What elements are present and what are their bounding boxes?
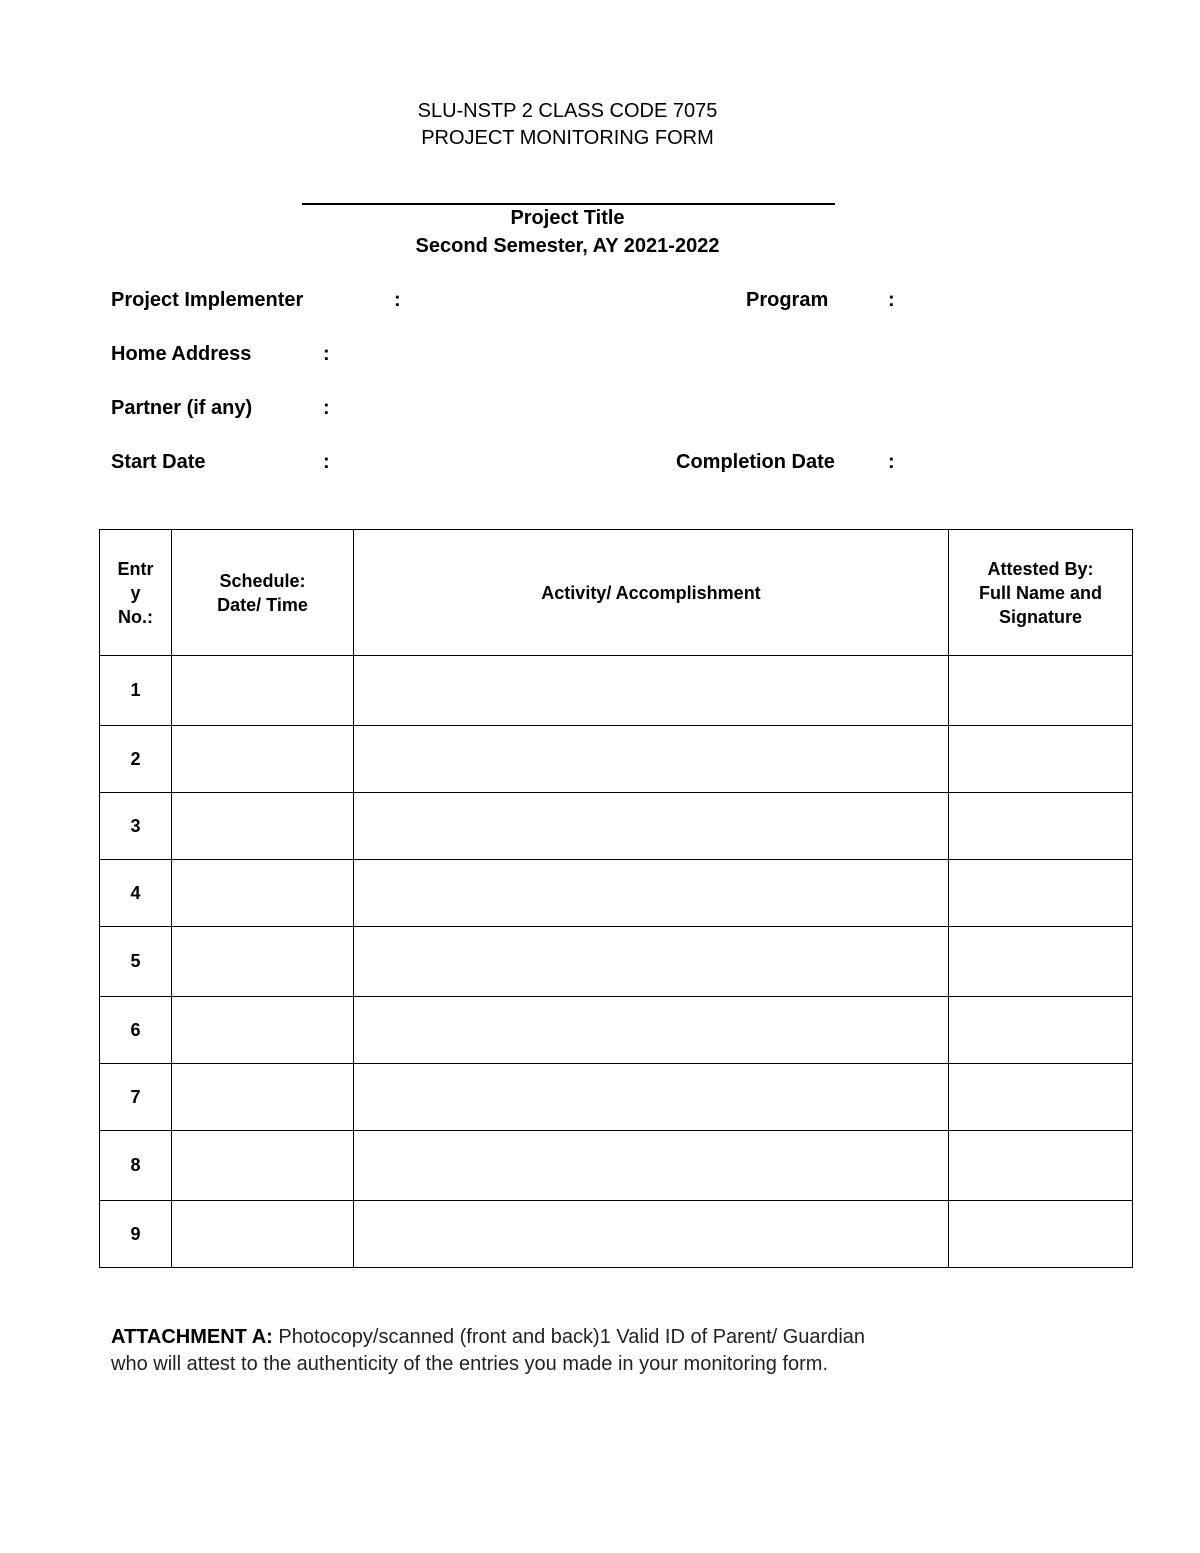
activity-cell[interactable] bbox=[354, 726, 949, 793]
schedule-cell[interactable] bbox=[172, 1131, 354, 1201]
table-header-row bbox=[100, 530, 1133, 656]
attested-by-cell[interactable] bbox=[949, 860, 1133, 927]
project-implementer-label: Project Implementer bbox=[111, 289, 304, 311]
attachment-text-line2: who will attest to the authenticity of the entries you made in your monitoring form. bbox=[111, 1353, 829, 1375]
activity-cell[interactable] bbox=[354, 1064, 949, 1131]
project-title-blank-line bbox=[302, 203, 835, 205]
schedule-cell[interactable] bbox=[172, 1064, 354, 1131]
activity-cell[interactable] bbox=[354, 997, 949, 1064]
table-row bbox=[100, 1131, 1133, 1201]
schedule-cell[interactable] bbox=[172, 793, 354, 860]
form-title-heading: PROJECT MONITORING FORM bbox=[421, 127, 714, 149]
attested-by-cell[interactable] bbox=[949, 927, 1133, 997]
table-row bbox=[100, 656, 1133, 726]
table-row bbox=[100, 927, 1133, 997]
home-address-label: Home Address bbox=[111, 343, 252, 365]
activity-cell[interactable] bbox=[354, 927, 949, 997]
attested-by-cell[interactable] bbox=[949, 997, 1133, 1064]
program-label: Program bbox=[746, 289, 829, 311]
partner-colon: : bbox=[323, 397, 330, 419]
semester-line: Second Semester, AY 2021-2022 bbox=[415, 235, 720, 257]
schedule-cell[interactable] bbox=[172, 1201, 354, 1268]
attachment-label: ATTACHMENT A: bbox=[111, 1326, 273, 1348]
project-title-caption: Project Title bbox=[510, 207, 625, 229]
entry-number: 7 bbox=[100, 1064, 172, 1131]
schedule-cell[interactable] bbox=[172, 997, 354, 1064]
entry-number: 3 bbox=[100, 793, 172, 860]
table-row bbox=[100, 793, 1133, 860]
program-colon: : bbox=[888, 289, 895, 311]
home-address-colon: : bbox=[323, 343, 330, 365]
schedule-cell[interactable] bbox=[172, 927, 354, 997]
activity-cell[interactable] bbox=[354, 1201, 949, 1268]
partner-label: Partner (if any) bbox=[111, 397, 253, 419]
entry-number: 9 bbox=[100, 1201, 172, 1268]
attested-by-cell[interactable] bbox=[949, 1201, 1133, 1268]
table-row bbox=[100, 1201, 1133, 1268]
completion-date-colon: : bbox=[888, 451, 895, 473]
entry-number: 5 bbox=[100, 927, 172, 997]
attachment-note bbox=[111, 1324, 1071, 1378]
project-implementer-colon: : bbox=[394, 289, 401, 311]
entry-number: 6 bbox=[100, 997, 172, 1064]
entry-no-header: Entr y No.: bbox=[100, 530, 172, 656]
schedule-header: Schedule: Date/ Time bbox=[172, 530, 354, 656]
entry-number: 2 bbox=[100, 726, 172, 793]
start-date-colon: : bbox=[323, 451, 330, 473]
activity-cell[interactable] bbox=[354, 1131, 949, 1201]
attested-by-cell[interactable] bbox=[949, 1064, 1133, 1131]
entry-number: 1 bbox=[100, 656, 172, 726]
attested-by-cell[interactable] bbox=[949, 656, 1133, 726]
activity-cell[interactable] bbox=[354, 860, 949, 927]
completion-date-label: Completion Date bbox=[676, 451, 835, 473]
start-date-label: Start Date bbox=[111, 451, 206, 473]
entry-number: 8 bbox=[100, 1131, 172, 1201]
activity-cell[interactable] bbox=[354, 793, 949, 860]
attachment-text-line1: Photocopy/scanned (front and back)1 Valid ID of Parent/ Guardian bbox=[272, 1326, 866, 1348]
activity-header: Activity/ Accomplishment bbox=[354, 530, 949, 656]
table-row bbox=[100, 997, 1133, 1064]
table-row bbox=[100, 1064, 1133, 1131]
attested-by-cell[interactable] bbox=[949, 726, 1133, 793]
entry-number: 4 bbox=[100, 860, 172, 927]
table-row bbox=[100, 860, 1133, 927]
attested-by-cell[interactable] bbox=[949, 1131, 1133, 1201]
schedule-cell[interactable] bbox=[172, 860, 354, 927]
schedule-cell[interactable] bbox=[172, 726, 354, 793]
schedule-cell[interactable] bbox=[172, 656, 354, 726]
attested-by-header: Attested By: Full Name and Signature bbox=[949, 530, 1133, 656]
form-class-code-heading: SLU-NSTP 2 CLASS CODE 7075 bbox=[417, 100, 718, 122]
monitoring-table bbox=[99, 529, 1133, 1268]
activity-cell[interactable] bbox=[354, 656, 949, 726]
table-row bbox=[100, 726, 1133, 793]
attested-by-cell[interactable] bbox=[949, 793, 1133, 860]
